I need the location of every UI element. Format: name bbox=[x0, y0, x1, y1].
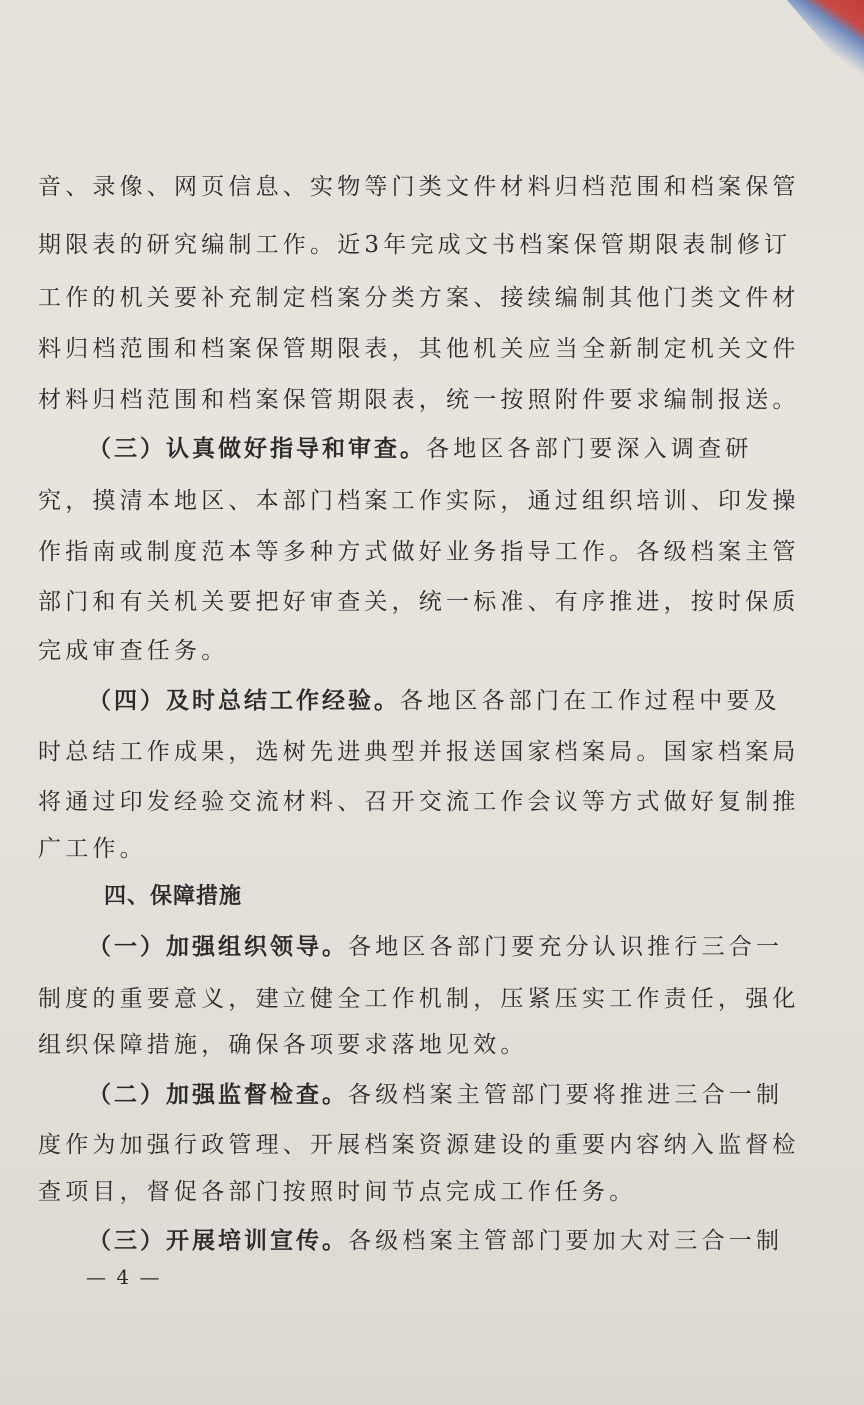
body-line: 时总结工作成果，选树先进典型并报送国家档案局。国家档案局 bbox=[38, 739, 800, 765]
body-line: 组织保障措施，确保各项要求落地见效。 bbox=[38, 1032, 528, 1058]
body-line: 制度的重要意义，建立健全工作机制，压紧压实工作责任，强化 bbox=[38, 986, 800, 1012]
body-line: 广工作。 bbox=[38, 836, 147, 862]
body-line: 度作为加强行政管理、开展档案资源建设的重要内容纳入监督检 bbox=[38, 1132, 800, 1158]
body-line: 完成审查任务。 bbox=[38, 638, 229, 664]
body-line: 作指南或制度范本等多种方式做好业务指导工作。各级档案主管 bbox=[38, 539, 800, 565]
section-subheading: （四）及时总结工作经验。 bbox=[88, 688, 400, 714]
body-line: 究，摸清本地区、本部门档案工作实际，通过组织培训、印发操 bbox=[38, 488, 800, 514]
section-paragraph-start: （四）及时总结工作经验。各地区各部门在工作过程中要及 bbox=[88, 688, 781, 714]
body-line: 音、录像、网页信息、实物等门类文件材料归档范围和档案保管 bbox=[38, 174, 800, 200]
body-line: 将通过印发经验交流材料、召开交流工作会议等方式做好复制推 bbox=[38, 789, 800, 815]
section-paragraph-start: （三）开展培训宣传。各级档案主管部门要加大对三合一制 bbox=[88, 1228, 784, 1254]
body-line: 查项目，督促各部门按照时间节点完成工作任务。 bbox=[38, 1179, 637, 1205]
section-paragraph-start: （一）加强组织领导。各地区各部门要充分认识推行三合一 bbox=[88, 934, 784, 960]
page-number: — 4 — bbox=[86, 1265, 162, 1289]
section-subheading: （二）加强监督检查。 bbox=[88, 1082, 348, 1108]
section-subheading: （三）认真做好指导和审查。 bbox=[88, 436, 426, 462]
section-paragraph-start: （二）加强监督检查。各级档案主管部门要将推进三合一制 bbox=[88, 1082, 784, 1108]
section-heading: 四、保障措施 bbox=[104, 884, 243, 909]
body-line: 工作的机关要补充制定档案分类方案、接续编制其他门类文件材 bbox=[38, 285, 800, 311]
body-line: 材料归档范围和档案保管期限表，统一按照附件要求编制报送。 bbox=[38, 387, 800, 413]
body-line: 部门和有关机关要把好审查关，统一标准、有序推进，按时保质 bbox=[38, 589, 800, 615]
body-line: 期限表的研究编制工作。近3年完成文书档案保管期限表制修订 bbox=[38, 232, 792, 258]
section-subheading: （三）开展培训宣传。 bbox=[88, 1228, 348, 1254]
section-subheading: （一）加强组织领导。 bbox=[88, 934, 348, 960]
body-line: 料归档范围和档案保管期限表，其他机关应当全新制定机关文件 bbox=[38, 336, 800, 362]
section-paragraph-start: （三）认真做好指导和审查。各地区各部门要深入调查研 bbox=[88, 436, 753, 462]
